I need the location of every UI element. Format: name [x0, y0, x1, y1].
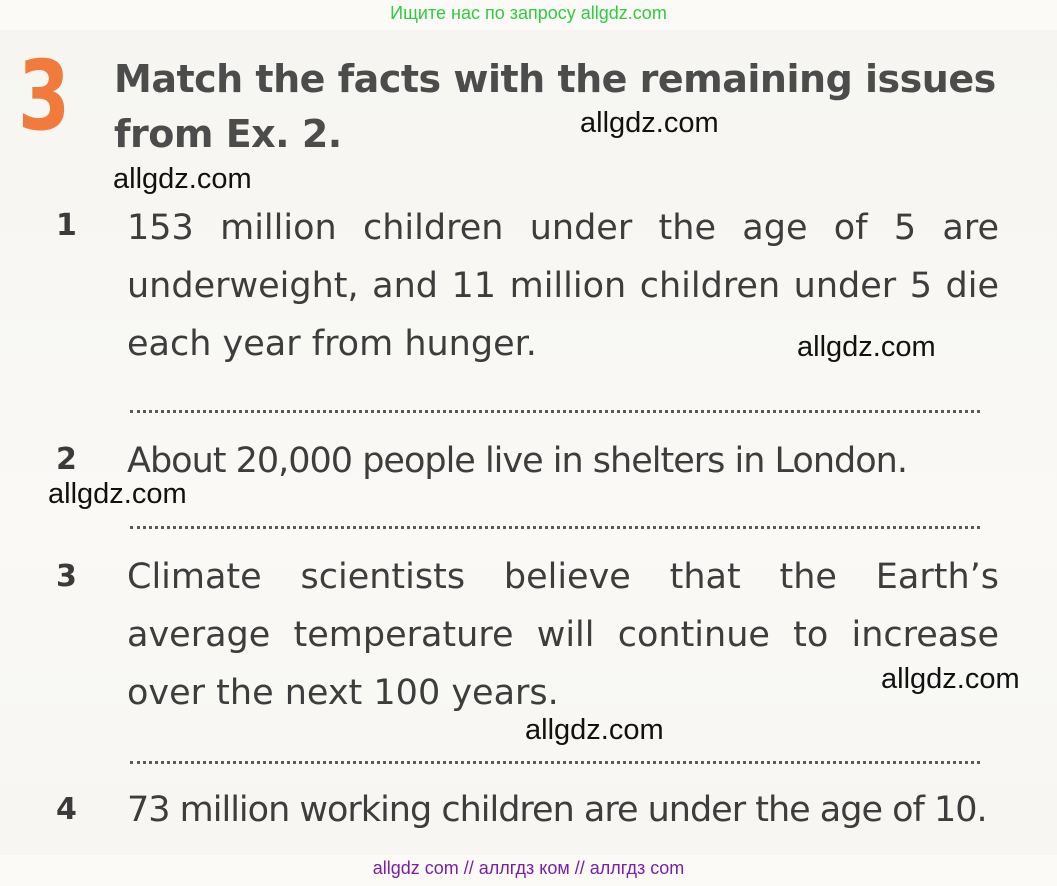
item-number-1: 1	[56, 208, 77, 243]
item-number-4: 4	[56, 792, 77, 827]
item-number-2: 2	[56, 442, 77, 477]
footer-links[interactable]: allgdz com // аллгдз ком // аллгдз com	[372, 858, 685, 878]
watermark: allgdz.com	[525, 714, 664, 746]
site-search-link[interactable]: Ищите нас по запросу allgdz.com	[390, 3, 667, 23]
watermark: allgdz.com	[580, 107, 719, 139]
watermark: allgdz.com	[881, 663, 1020, 695]
watermark: allgdz.com	[797, 331, 936, 363]
item-text-4: 73 million working children are under the age of 10.	[127, 790, 987, 830]
item-number-3: 3	[56, 559, 77, 594]
item-text-1: 153 million children under the age of 5 are underweight, and 11 million children under 5 die each year from hunger.	[127, 208, 999, 364]
item-text-3: Climate scientists believe that the Earth’s average temperature will continue to increase over the next 100 years.	[127, 557, 999, 713]
watermark: allgdz.com	[48, 478, 187, 510]
answer-line-2[interactable]	[130, 526, 980, 529]
task-title: Match the facts with the remaining issues from Ex. 2.	[114, 57, 996, 156]
task-number: 3	[18, 40, 71, 152]
watermark: allgdz.com	[113, 163, 252, 195]
answer-line-1[interactable]	[130, 410, 980, 413]
answer-line-3[interactable]	[130, 761, 980, 764]
item-text-2: About 20,000 people live in shelters in London.	[127, 441, 907, 481]
